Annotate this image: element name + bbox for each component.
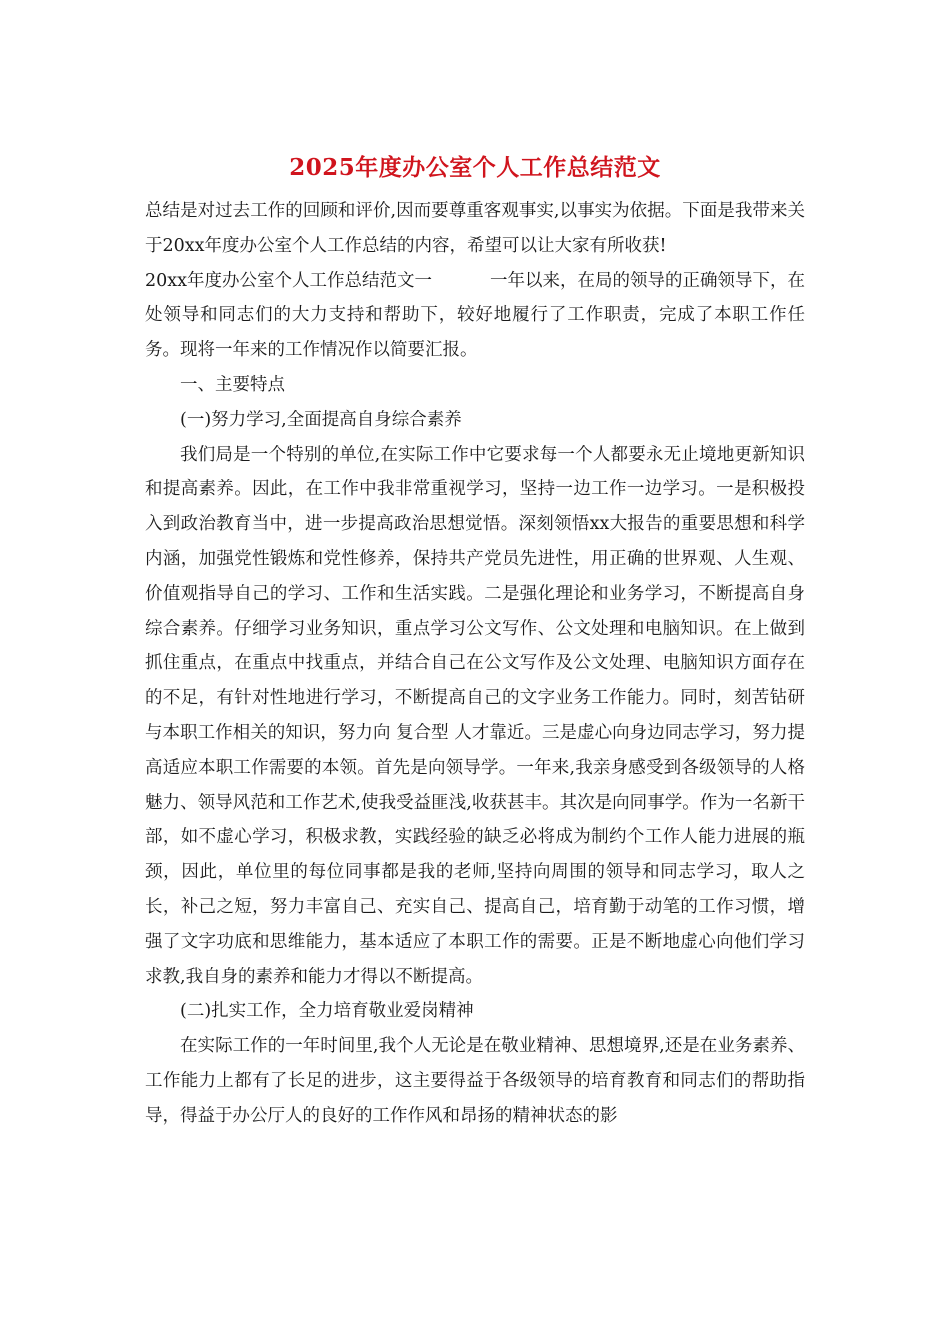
document-title: 2025年度办公室个人工作总结范文 <box>289 154 661 181</box>
document-body <box>145 194 805 1134</box>
section-heading-1: 一、主要特点 <box>180 374 285 395</box>
intro-paragraph: 总结是对过去工作的回顾和评价,因而要尊重客观事实,以事实为依据。下面是我带来关于20xx年度办公室个人工作总结的内容，希望可以让大家有所收获! <box>145 201 805 256</box>
body-paragraph-2: 在实际工作的一年时间里,我个人无论是在敬业精神、思想境界,还是在业务素养、工作能力上都有了长足的进步，这主要得益于各级领导的培育教育和同志们的帮助指导，得益于办公厅人的良好的工作作风和昂扬的精神状态的影 <box>145 1036 805 1126</box>
body-paragraph-1: 我们局是一个特别的单位,在实际工作中它要求每一个人都要永无止境地更新知识和提高素养。因此，在工作中我非常重视学习，坚持一边工作一边学习。一是积极投入到政治教育当中，进一步提高政治思想觉悟。深刻领悟xx大报告的重要思想和科学内涵，加强党性锻炼和党性修养，保持共产党员先进性，用正确的世界观、人生观、价值观指导自己的学习、工作和生活实践。二是强化理论和业务学习，不断提高自身综合素养。仔细学习业务知识，重点学习公文写作、公文处理和电脑知识。在上做到抓住重点，在重点中找重点，并结合自己在公文写作及公文处理、电脑知识方面存在的不足，有针对性地进行学习，不断提高自己的文字业务工作能力。同时，刻苦钻研与本职工作相关的知识，努力向 复合型 人才靠近。三是虚心向身边同志学习，努力提高适应本职工作需要的本领。首先是向领导学。一年来,我亲身感受到各级领导的人格魅力、领导风范和工作艺术,使我受益匪浅,收获甚丰。其次是向同事学。作为一名新干部，如不虚心学习，积极求教，实践经验的缺乏必将成为制约个工作人能力进展的瓶颈，因此，单位里的每位同事都是我的老师,坚持向周围的领导和同志学习，取人之长，补己之短，努力丰富自己、充实自己、提高自己，培育勤于动笔的工作习惯，增强了文字功底和思维能力，基本适应了本职工作的需要。正是不断地虚心向他们学习求教,我自身的素养和能力才得以不断提高。 <box>145 444 805 987</box>
opening-paragraph: 一年以来，在局的领导的正确领导下，在处领导和同志们的大力支持和帮助下，较好地履行了工作职责，完成了本职工作任务。现将一年来的工作情况作以简要汇报。 <box>145 270 806 361</box>
subtitle-and-opening <box>145 264 805 368</box>
article-subtitle: 20xx年度办公室个人工作总结范文一 <box>145 270 433 291</box>
subsection-heading-1: (一)努力学习,全面提高自身综合素养 <box>180 409 462 430</box>
subsection-heading-2: (二)扎实工作，全力培育敬业爱岗精神 <box>180 1001 474 1022</box>
